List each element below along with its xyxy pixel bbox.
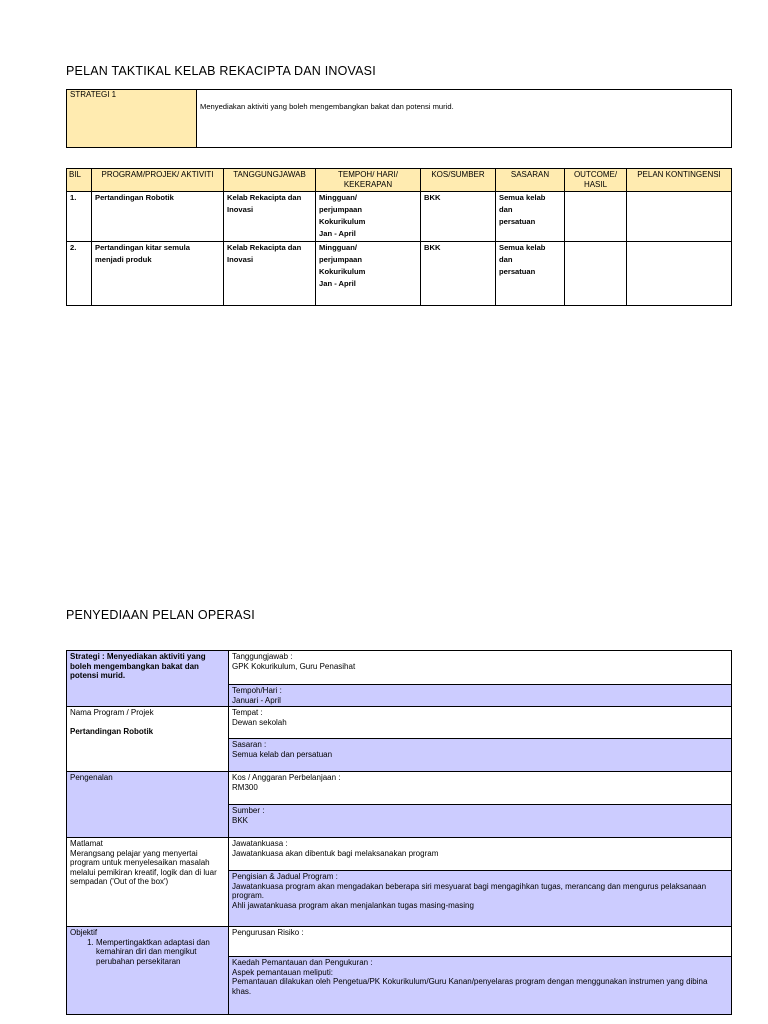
tempat-label: Tempat : xyxy=(232,708,263,717)
row-pelan xyxy=(627,242,732,306)
sasaran-line: persatuan xyxy=(499,217,536,226)
operasi-pengisian xyxy=(229,871,732,927)
operasi-kaedah xyxy=(229,957,732,1015)
pengisian-value: Jawatankuasa program akan mengadakan beberapa siri mesyuarat bagi mengagihkan tugas, merancang dan mengurus pelaksanaan program. xyxy=(232,881,707,900)
nama-program-value: Pertandingan Robotik xyxy=(70,726,154,736)
sasaran-line: Semua kelab xyxy=(499,193,546,202)
header-bil: BIL xyxy=(67,169,92,192)
header-pelan: PELAN KONTINGENSI xyxy=(627,169,732,192)
tempoh-line: Jan - April xyxy=(319,229,356,238)
tempoh-line: Jan - April xyxy=(319,279,356,288)
header-kos: KOS/SUMBER xyxy=(421,169,496,192)
operasi-objektif xyxy=(67,927,229,1015)
matlamat-value: Merangsang pelajar yang menyertai program untuk menyelesaikan masalah melalui pemikiran kreatif, logik dan di luar sempadan ('Out of the box') xyxy=(70,848,217,886)
sasaran-label: Sasaran : xyxy=(232,740,267,749)
operasi-tempoh xyxy=(229,685,732,707)
kaedah-label: Kaedah Pemantauan dan Pengukuran : xyxy=(232,958,373,967)
sumber-label: Sumber : xyxy=(232,806,265,815)
row-pelan xyxy=(627,192,732,242)
tempoh-value: Januari - April xyxy=(232,695,281,705)
page-title-tactical: PELAN TAKTIKAL KELAB REKACIPTA DAN INOVASI xyxy=(66,64,376,78)
row-bil: 2. xyxy=(67,242,92,306)
jawatankuasa-value: Jawatankuasa akan dibentuk bagi melaksanakan program xyxy=(232,848,439,858)
tempoh-label: Tempoh/Hari : xyxy=(232,686,282,695)
sasaran-line: Semua kelab xyxy=(499,243,546,252)
operasi-kos xyxy=(229,772,732,805)
row-outcome xyxy=(565,242,627,306)
row-outcome xyxy=(565,192,627,242)
list-item: 1. Mempertingaktkan adaptasi dan kemahiran diri dan mengikut perubahan persekitaran xyxy=(96,938,225,967)
header-sasaran: SASARAN xyxy=(496,169,565,192)
objektif-list xyxy=(70,938,225,967)
kos-label: Kos / Anggaran Perbelanjaan : xyxy=(232,773,341,782)
operasi-pengenalan: Pengenalan xyxy=(67,772,229,838)
row-kos: BKK xyxy=(421,192,496,242)
table-row xyxy=(67,242,732,306)
row-bil: 1. xyxy=(67,192,92,242)
tempoh-line: Kokurikulum xyxy=(319,217,366,226)
header-program: PROGRAM/PROJEK/ AKTIVITI xyxy=(92,169,224,192)
row-program: Pertandingan Robotik xyxy=(92,192,224,242)
operasi-strategi: Strategi : Menyediakan aktiviti yang boleh mengembangkan bakat dan potensi murid. xyxy=(67,651,229,707)
nama-program-label: Nama Program / Projek xyxy=(70,708,154,717)
strategy-text: Menyediakan aktiviti yang boleh mengembangkan bakat dan potensi murid. xyxy=(197,90,732,148)
matlamat-label: Matlamat xyxy=(70,839,103,848)
row-kos: BKK xyxy=(421,242,496,306)
jawatankuasa-label: Jawatankuasa : xyxy=(232,839,288,848)
operasi-sasaran xyxy=(229,739,732,772)
page-title-operasi: PENYEDIAAN PELAN OPERASI xyxy=(66,608,255,622)
tactical-header-row xyxy=(67,169,732,192)
tempat-value: Dewan sekolah xyxy=(232,717,287,727)
row-tempoh xyxy=(316,242,421,306)
sasaran-line: dan xyxy=(499,205,513,214)
pengisian-label: Pengisian & Jadual Program : xyxy=(232,872,338,881)
operasi-table xyxy=(66,650,732,1015)
pengisian-value: Ahli jawatankuasa program akan menjalankan tugas masing-masing xyxy=(232,900,474,910)
sasaran-line: persatuan xyxy=(499,267,536,276)
row-sasaran xyxy=(496,192,565,242)
tempoh-line: Mingguan/ xyxy=(319,243,357,252)
operasi-risiko: Pengurusan Risiko : xyxy=(229,927,732,957)
strategy-table xyxy=(66,89,732,148)
tactical-table xyxy=(66,168,732,306)
operasi-sumber xyxy=(229,805,732,838)
operasi-tempat xyxy=(229,707,732,739)
operasi-nama-program xyxy=(67,707,229,772)
strategy-label: STRATEGI 1 xyxy=(67,90,197,148)
sumber-value: BKK xyxy=(232,815,249,825)
kaedah-value: Aspek pemantauan meliputi: xyxy=(232,967,333,977)
row-tempoh xyxy=(316,192,421,242)
kos-value: RM300 xyxy=(232,782,258,792)
tanggungjawab-value: GPK Kokurikulum, Guru Penasihat xyxy=(232,661,356,671)
header-outcome: OUTCOME/ HASIL xyxy=(565,169,627,192)
row-program: Pertandingan kitar semula menjadi produk xyxy=(92,242,224,306)
sasaran-value: Semua kelab dan persatuan xyxy=(232,749,333,759)
operasi-matlamat xyxy=(67,838,229,927)
tempoh-line: perjumpaan xyxy=(319,205,363,214)
kaedah-value: Pemantauan dilakukan oleh Pengetua/PK Kokurikulum/Guru Kanan/penyelaras program dengan menggunakan instrumen yang dibina khas. xyxy=(232,977,708,996)
objektif-label: Objektif xyxy=(70,928,98,937)
operasi-jawatankuasa xyxy=(229,838,732,871)
header-tempoh: TEMPOH/ HARI/ KEKERAPAN xyxy=(316,169,421,192)
tempoh-line: perjumpaan xyxy=(319,255,363,264)
row-tanggungjawab: Kelab Rekacipta dan Inovasi xyxy=(224,242,316,306)
row-tanggungjawab: Kelab Rekacipta dan Inovasi xyxy=(224,192,316,242)
operasi-tanggungjawab xyxy=(229,651,732,685)
row-sasaran xyxy=(496,242,565,306)
tempoh-line: Kokurikulum xyxy=(319,267,366,276)
table-row xyxy=(67,192,732,242)
header-tanggungjawab: TANGGUNGJAWAB xyxy=(224,169,316,192)
tanggungjawab-label: Tanggungjawab : xyxy=(232,652,293,661)
tempoh-line: Mingguan/ xyxy=(319,193,357,202)
sasaran-line: dan xyxy=(499,255,513,264)
